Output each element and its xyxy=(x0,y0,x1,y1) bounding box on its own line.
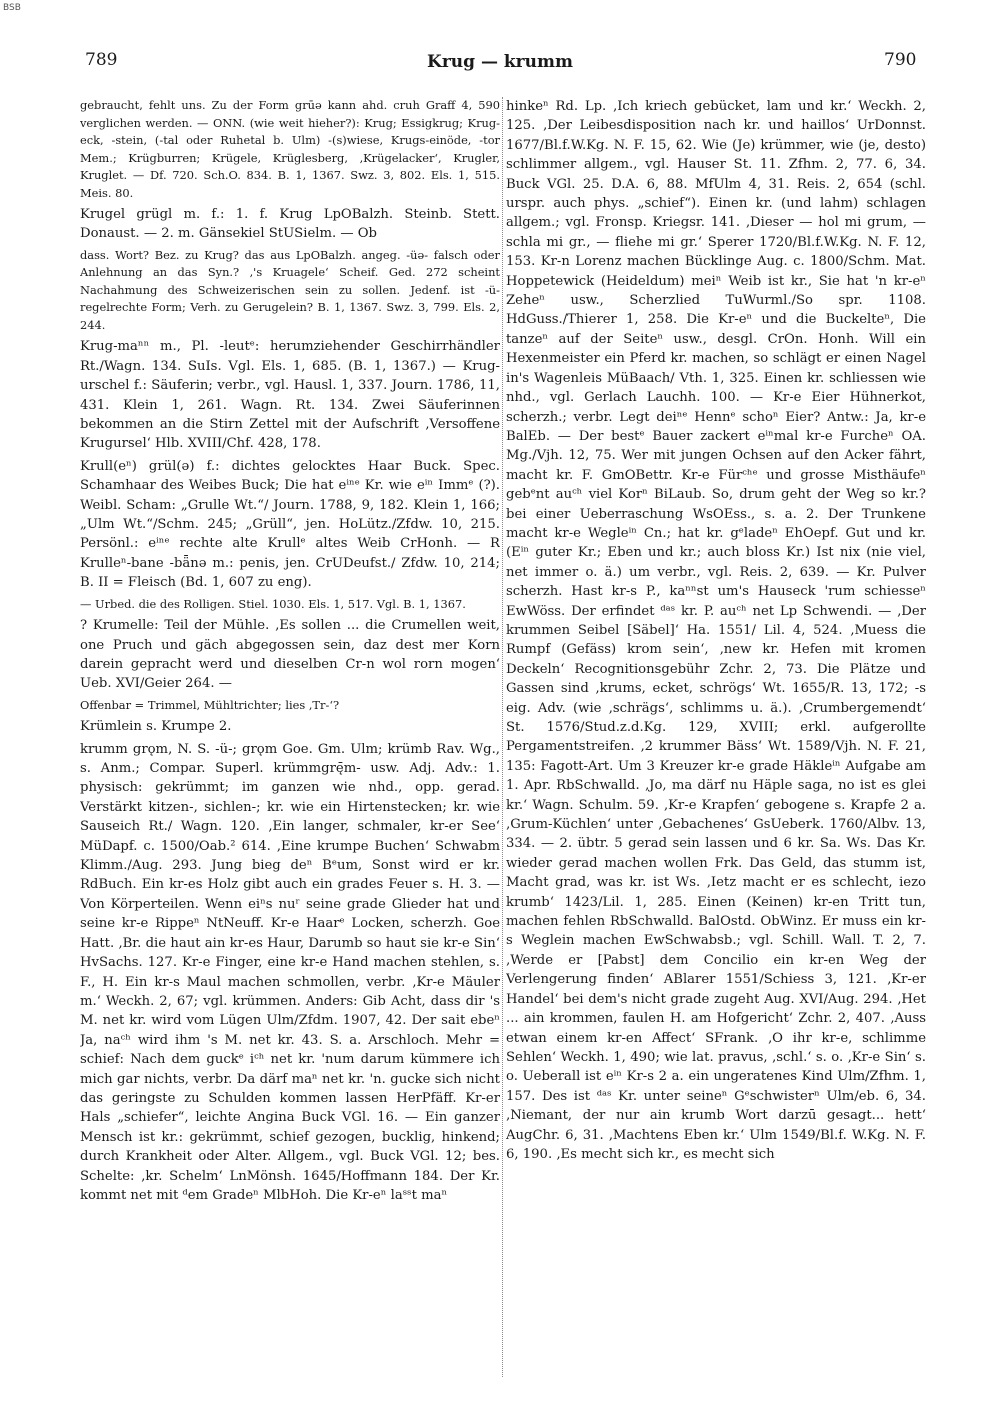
entry-paragraph: Offenbar = Trimmel, Mühltrichter; lies ‚Tr-‘? xyxy=(80,697,340,712)
library-stamp: BSB xyxy=(3,3,21,13)
right-column xyxy=(506,97,926,1379)
entry-paragraph: Krümlein s. Krumpe 2. xyxy=(80,719,232,735)
page-number-right: 790 xyxy=(884,50,917,70)
running-head: Krug — krumm xyxy=(427,52,573,72)
entry-paragraph: krumm grǫm, N. S. -ü-; grǫm Goe. Gm. Ulm; krümb Rav. Wg., s. Anm.; Compar. Superl. krümmgrę̄m- usw. Adj. Adv.: 1. physisch: gekrümmt; im ganzen wie nhd., opp. gerad. Verstärkt kitzen-, sichlen-; kr. wie ein Hirtenstecken; kr. wie Sauseich Rt./ Wagn. 120. ‚Ein langer, schmaler, kr-er See‘ MüDapf. c. 1500/Oab.² 614. ‚Eine krumpe Buchen‘ Schwabm Klimm./Aug. 293. Jung bieg deⁿ Bᵉum, Sonst wird er kr. RdBuch. Ein kr-es Holz gibt auch ein grades Feuer s. H. 3. — Von Körperteilen. Wenn eiⁿs nuʳ seine grade Glieder hat und seine kr-e Rippeⁿ NtNeuff. Kr-e Haarᵉ Locken, scherzh. Goe Hatt. ‚Br. die haut ain kr-es Haur, Darumb so haut sie kr-e Sin‘ HvSachs. 127. Kr-e Finger, eine kr-e Hand machen stehlen, s. F., H. Ein kr-s Maul machen schmollen, verbr. ‚Kr-e Mäuler m.‘ Weckh. 2, 67; vgl. krümmen. Anders: Gib Acht, dass dir 's M. net kr. wird vom Lügen Ulm/Zfdm. 1907, 42. Der sait ebeⁿ Ja, naᶜʰ wird ihm 's M. net kr. 43. S. a. Arschloch. Mehr = schief: Nach dem guckᵉ iᶜʰ net kr. 'num darum kümmere ich mich gar nichts, verbr. Da därf maⁿ net kr. 'n. gucke sich nicht das geringste zu Schulden kommen lassen HerPfäff. Kr-er Hals „schiefer“, leichte Angina Buck VGl. 16. — Ein ganzer Mensch ist kr.: gekrümmt, schief gezogen, bucklig, hinkend; durch Krankheit oder Alter. Allgem., vgl. Buck VGl. 12; bes. Schelte: ‚kr. Schelm‘ LnMönsh. 1645/Hoffmann 184. Der Kr. kommt net mit ᵈem Gradeⁿ MlbHoh. Die Kr-eⁿ laˢˢt maⁿ xyxy=(80,741,500,1203)
entry-paragraph: Krugel grügl m. f.: 1. f. Krug LpOBalzh. Steinb. Stett. Donaust. — 2. m. Gänsekiel StUSielm. — Ob xyxy=(80,207,500,242)
column-divider xyxy=(502,97,503,1377)
page-number-left: 789 xyxy=(85,50,118,70)
entry-paragraph: dass. Wort? Bez. zu Krug? das aus LpOBalzh. angeg. -üə- falsch oder Anlehnung an das Syn.? ‚'s Kruagele‘ Scheif. Ged. 272 scheint Nachahmung des Schweizerischen sein zu sollen. Jedenf. ist -ü- regelrechte Form; Verh. zu Gerugelein? B. 1, 1367. Swz. 3, 799. Els. 2, 244. xyxy=(80,247,500,332)
entry-paragraph: Krull(eⁿ) grül(ə) f.: dichtes gelocktes Haar Buck. Spec. Schamhaar des Weibes Buck; Die hat eⁱⁿᵉ Kr. wie eⁱⁿ Immᵉ (?). Weibl. Scham: „Grulle Wt.“/ Journ. 1788, 9, 182. Klein 1, 166; „Ulm Wt.“/Schm. 245; „Grüll“, jen. HoLütz./Zfdw. 10, 215. Persönl.: eⁱⁿᵉ rechte alte Krullᵉ altes Weib CrHonh. — R Krulleⁿ-bane -bǟnə m.: penis, jen. CrUDeufst./ Zfdw. 10, 214; B. II = Fleisch (Bd. 1, 607 zu eng). xyxy=(80,458,500,591)
left-column xyxy=(80,97,500,1379)
entry-paragraph: Krug-maⁿⁿ m., Pl. -leutᵉ: herumziehender Geschirrhändler Rt./Wagn. 134. SuIs. Vgl. Els. 1, 685. (B. 1, 1367.) — Krug-urschel f.: Säuferin; verbr., vgl. Hausl. 1, 337. Journ. 1786, 11, 431. Klein 1, 261. Wagn. Rt. 134. Zwei Säuferinnen bekommen an die Stirn Zettel mit der Aufschrift ‚Versoffene Krugursel‘ Hlb. XVIII/Chf. 428, 178. xyxy=(80,339,500,452)
entry-paragraph: ? Krumelle: Teil der Mühle. ‚Es sollen ... die Crumellen weit, one Pruch und gäch abgegossen sein, daz dest mer Korn darein gepracht werd und dieselben Cr-n wol rorn mogen‘ Ueb. XVI/Geier 264. — xyxy=(80,618,500,692)
entry-paragraph: hinkeⁿ Rd. Lp. ‚Ich kriech gebücket, lam und kr.‘ Weckh. 2, 125. ‚Der Leibesdisposition nach kr. und haillos‘ UrDonnst. 1677/Bl.f.W.Kg. N. F. 15, 62. Wie (Je) krümmer, wie (je, desto) schlimmer allgem., vgl. Hauser St. 11. Zfhm. 2, 77. 6, 34. Buck VGl. 25. D.A. 6, 88. MfUlm 4, 31. Reis. 2, 654 (schl. urspr. auch phys. „schief“). Einen kr. (und lahm) schlagen allgem.; vgl. Fronsp. Kriegsr. 141. ‚Dieser — hol mi grum, — schla mi gr., — fliehe mi gr.‘ Sperer 1720/Bl.f.W.Kg. N. F. 12, 153. Kr-n Lorenz machen Bücklinge Aug. c. 1800/Schm. Mat. Hoppetewick (Heideldum) meiⁿ Weib ist kr., Sie hat 'n kr-eⁿ Zeheⁿ usw., Scherzlied TuWurml./So spr. 1108. HdGuss./Thierer 1, 258. Die Kr-eⁿ und die Buckelteⁿ, Die tanzeⁿ auf der Seiteⁿ usw., desgl. CrOn. Honh. Will ein Hexenmeister ein Pferd kr. machen, so schlägt er einen Nagel in's Wagenleis MüBaach/ Vth. 1, 325. Einen kr. schliessen wie nhd., vgl. Gerlach Lauchh. 100. — Kr-e Eier Hühnerkot, scherzh.; verbr. Legt deiⁿᵉ Hennᵉ schoⁿ Eier? Antw.: Ja, kr-e BalEb. — Der bestᵉ Bauer zackert eⁱⁿmal kr-e Furcheⁿ OA. Mg./Vjh. 12, 75. Wer mit jungen Ochsen auf den Acker fährt, macht kr. F. GmOBettr. Kr-e Fürᶜʰᵉ und grosse Misthäufeⁿ gebᵉnt auᶜʰ viel Korⁿ BiLaub. So, drum geht der Weg so kr.? bei einer Ueberraschung WsOEss., s. a. 2. Der Trunkene macht kr-e Wegleⁱⁿ Cn.; hat kr. gᵉladeⁿ EhOepf. Gut und kr. (Eⁱⁿ guter Kr.; Eben und kr.; auch bloss Kr.) Ist nix (nie viel, net immer o. ä.) um verbr., vgl. Reis. 2, 639. — Kr. Pulver scherzh. Hast kr-s P., kaⁿⁿst um's Hauseck 'rum schiesseⁿ EwWöss. Der erfindet ᵈᵃˢ kr. P. auᶜʰ net Lp Schwendi. — ‚Der krummen Seibel [Säbel]‘ Ha. 1551/ Lil. 4, 524. ‚Muess die Rumpf (Gefäss) krom sein‘, ‚new kr. Hefen mit kromen Deckeln‘ Recognitionsgebühr Zchr. 2, 73. Die Plätze und Gassen sind ‚krums, ecket, schrögs‘ Wt. 1655/R. 13, 172; -s eig. Adv. (wie ‚schrägs‘, schlimms u. ä.). ‚Crumbergemendt‘ St. 1576/Stud.z.d.Kg. 129, XVIII; erkl. aufgerollte Pergamentstreifen. ‚2 krummer Bäss‘ Wt. 1589/Vjh. N. F. 21, 135: Fagott-Art. Um 3 Kreuzer kr-e grade Häkleⁱⁿ Aufgabe am 1. Apr. RbSchwalld. ‚Jo, ma därf nu Häple saga, no ist es glei kr.‘ Wagn. Schulm. 59. ‚Kr-e Krapfen‘ gebogene s. Krapfe 2 a. ‚Grum-Küchlen‘ unter ‚Gebachenes‘ GsUeberk. 1760/Albv. 13, 334. — 2. übtr. 5 gerad sein lassen und 6 kr. Sa. Ws. Das Kr. wieder gerad machen wollen Frk. Das Geld, das stumm ist, Macht grad, was kr. ist Ws. ‚Ietz macht er es schlecht, iezo krumb‘ 1423/Lil. 1, 285. Einen (Keinen) kr-en Tritt tun, machen fehlen RbSchwalld. BalOstd. ObWinz. Er muss ein kr-s Weglein machen EwSchwabsb.; vgl. Schill. Wall. T. 2, 7. ‚Werde er [Pabst] dem Concilio ein kr-en Weg der Verlengerung finden‘ ABlarer 1551/Schiess 3, 121. ‚Kr-er Handel‘ bei dem's nicht grade zugeht Aug. XVI/Aug. 294. ‚Het ... ain krommen, faulen H. am Hofgericht‘ Zchr. 2, 407. ‚Auss etwan einem kr-en Affect‘ SFrank. ‚O ihr kr-e, schlimme Sehlen‘ Weckh. 1, 490; wie lat. pravus, ‚schl.‘ s. o. ‚Kr-e Sin‘ s. o. Ueberall ist eⁱⁿ Kr-s 2 a. ein ungeratenes Kind Ulm/Zfhm. 1, 157. Des ist ᵈᵃˢ Kr. unter seineⁿ Gᵉschwisterⁿ Ulm/eb. 6, 34. ‚Niemant, der nur ain krumb Wort darzū gesagt... hett‘ AugChr. 6, 31. ‚Machtens Eben kr.‘ Ulm 1549/Bl.f. W.Kg. N. F. 6, 190. ‚Es mecht sich kr., es mecht sich xyxy=(506,99,926,1162)
entry-paragraph: gebraucht, fehlt uns. Zu der Form grūə kann ahd. cruh Graff 4, 590 verglichen werden. — ONN. (wie weit hieher?): Krug; Essigkrug; Krug-eck, -stein, (-tal oder Ruhetal b. Ulm) -(s)wiese, Krugs-einöde, -tor Mem.; Krügburren; Krügele, Krüglesberg, ‚Krügelacker‘, Krugler, Kruglet. — Df. 720. Sch.O. 834. B. 1, 1367. Swz. 3, 802. Els. 1, 515. Meis. 80. xyxy=(80,98,500,200)
entry-paragraph: — Urbed. die des Rolligen. Stiel. 1030. Els. 1, 517. Vgl. B. 1, 1367. xyxy=(80,596,466,611)
